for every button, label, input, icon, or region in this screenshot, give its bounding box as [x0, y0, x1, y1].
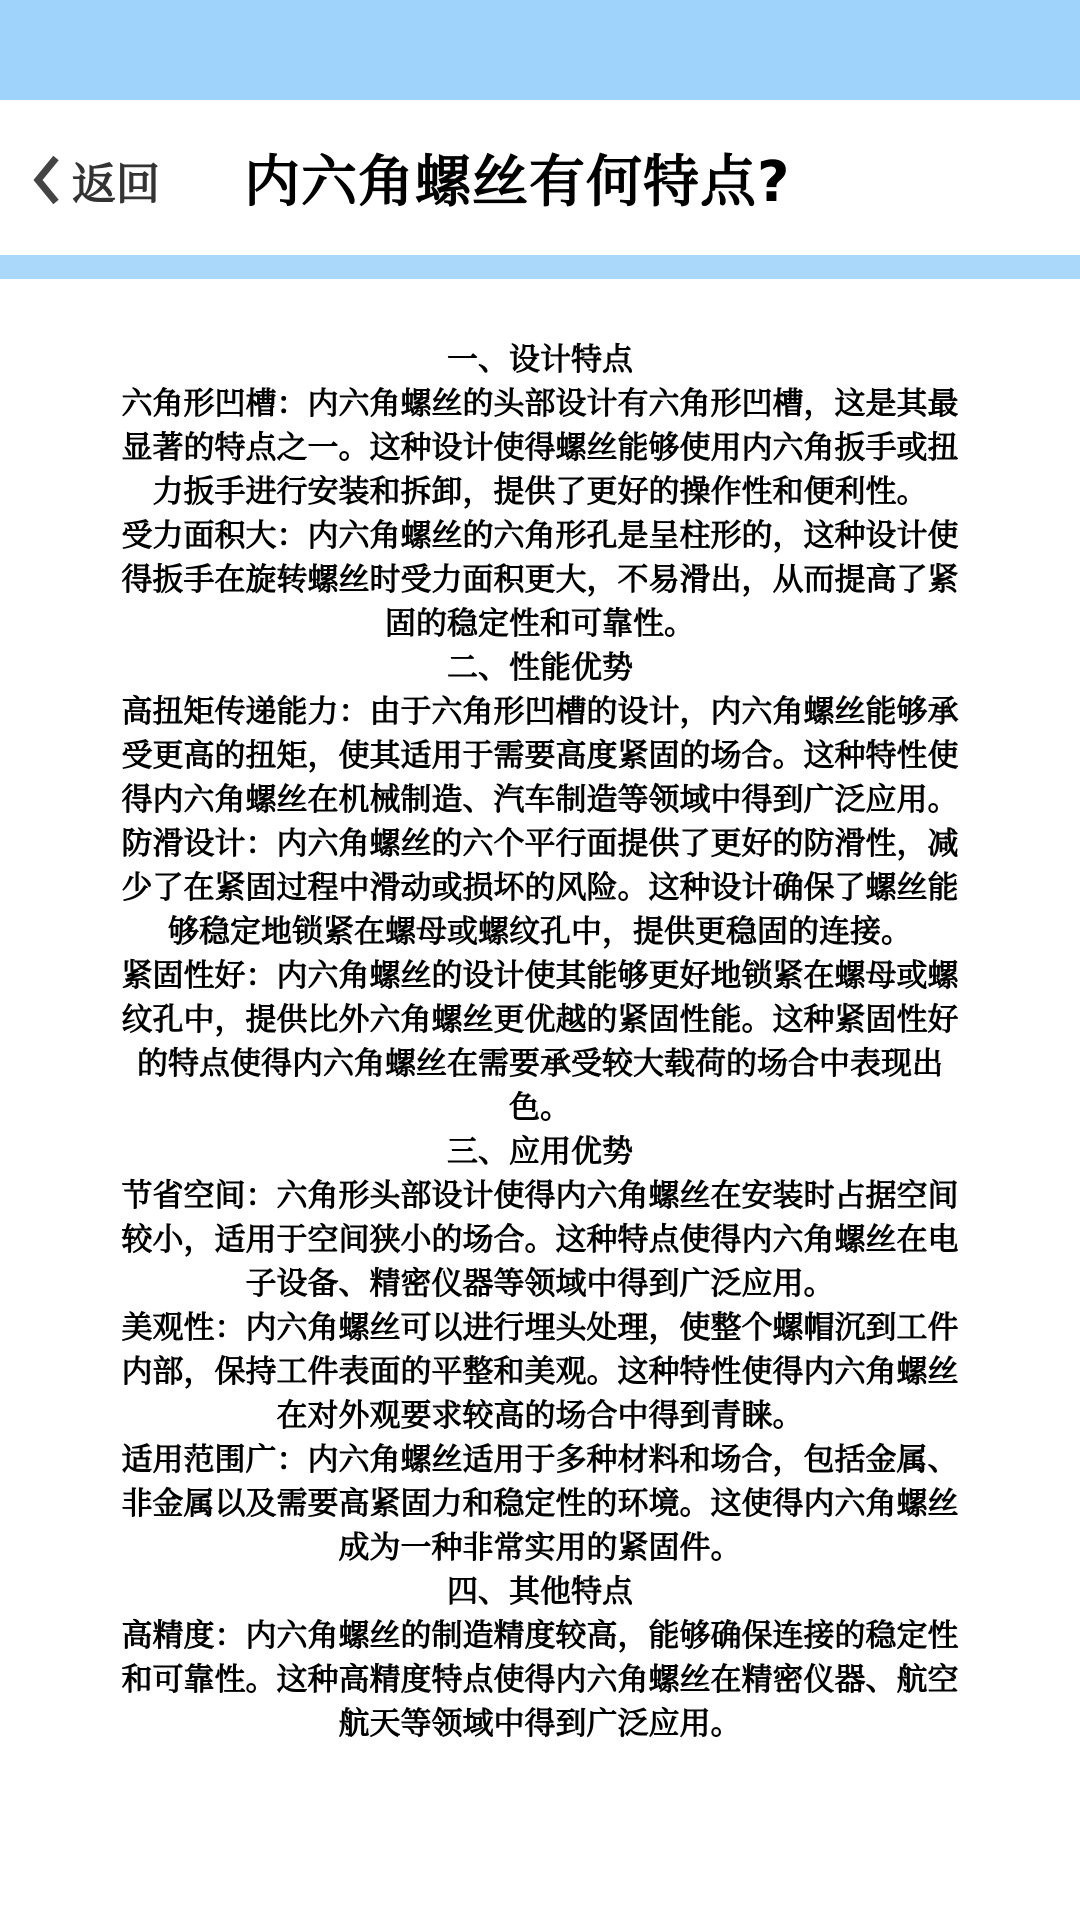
article-line: 航天等领域中得到广泛应用。 — [338, 1706, 742, 1742]
article-line: 美观性：内六角螺丝可以进行埋头处理，使整个螺帽沉到工件 — [121, 1310, 959, 1346]
article-line: 受力面积大：内六角螺丝的六角形孔是呈柱形的，这种设计使 — [121, 518, 959, 554]
header-bar — [0, 100, 1080, 255]
article-line: 色。 — [509, 1090, 571, 1126]
article-line: 的特点使得内六角螺丝在需要承受较大载荷的场合中表现出 — [137, 1046, 943, 1082]
article-line: 紧固性好：内六角螺丝的设计使其能够更好地锁紧在螺母或螺 — [121, 958, 959, 994]
article-line: 节省空间：六角形头部设计使得内六角螺丝在安装时占据空间 — [121, 1178, 959, 1214]
article-line: 力扳手进行安装和拆卸，提供了更好的操作性和便利性。 — [152, 474, 928, 510]
article-line: 一、设计特点 — [447, 342, 633, 378]
article-line: 非金属以及需要高紧固力和稳定性的环境。这使得内六角螺丝 — [121, 1486, 959, 1522]
article-line: 二、性能优势 — [447, 650, 633, 686]
article-line: 显著的特点之一。这种设计使得螺丝能够使用内六角扳手或扭 — [121, 430, 959, 466]
top-banner — [0, 0, 1080, 100]
article-line: 高精度：内六角螺丝的制造精度较高，能够确保连接的稳定性 — [121, 1618, 959, 1654]
article-line: 和可靠性。这种高精度特点使得内六角螺丝在精密仪器、航空 — [121, 1662, 959, 1698]
article-line: 受更高的扭矩，使其适用于需要高度紧固的场合。这种特性使 — [121, 738, 959, 774]
article-content[interactable] — [40, 338, 1040, 1856]
article-line: 子设备、精密仪器等领域中得到广泛应用。 — [245, 1266, 835, 1302]
article-line: 四、其他特点 — [447, 1574, 633, 1610]
article-line: 六角形凹槽：内六角螺丝的头部设计有六角形凹槽，这是其最 — [121, 386, 959, 422]
article-line: 内部，保持工件表面的平整和美观。这种特性使得内六角螺丝 — [121, 1354, 959, 1390]
page-title: 内六角螺丝有何特点? — [244, 150, 791, 215]
article-line: 纹孔中，提供比外六角螺丝更优越的紧固性能。这种紧固性好 — [121, 1002, 959, 1038]
article-line: 得内六角螺丝在机械制造、汽车制造等领域中得到广泛应用。 — [121, 782, 959, 818]
article-line: 少了在紧固过程中滑动或损坏的风险。这种设计确保了螺丝能 — [121, 870, 959, 906]
article-line: 适用范围广：内六角螺丝适用于多种材料和场合，包括金属、 — [121, 1442, 959, 1478]
article-line: 固的稳定性和可靠性。 — [385, 606, 695, 642]
chevron-left-icon — [30, 154, 64, 206]
divider-band — [0, 255, 1080, 279]
article-line: 防滑设计：内六角螺丝的六个平行面提供了更好的防滑性，减 — [121, 826, 959, 862]
article-line: 高扭矩传递能力：由于六角形凹槽的设计，内六角螺丝能够承 — [121, 694, 959, 730]
article-line: 较小，适用于空间狭小的场合。这种特点使得内六角螺丝在电 — [121, 1222, 959, 1258]
back-button[interactable] — [30, 148, 160, 212]
article-line: 三、应用优势 — [447, 1134, 633, 1170]
article-line: 够稳定地锁紧在螺母或螺纹孔中，提供更稳固的连接。 — [168, 914, 912, 950]
back-label: 返回 — [72, 159, 160, 210]
article-line: 得扳手在旋转螺丝时受力面积更大，不易滑出，从而提高了紧 — [121, 562, 959, 598]
article-line: 在对外观要求较高的场合中得到青睐。 — [276, 1398, 804, 1434]
article-line: 成为一种非常实用的紧固件。 — [338, 1530, 742, 1566]
